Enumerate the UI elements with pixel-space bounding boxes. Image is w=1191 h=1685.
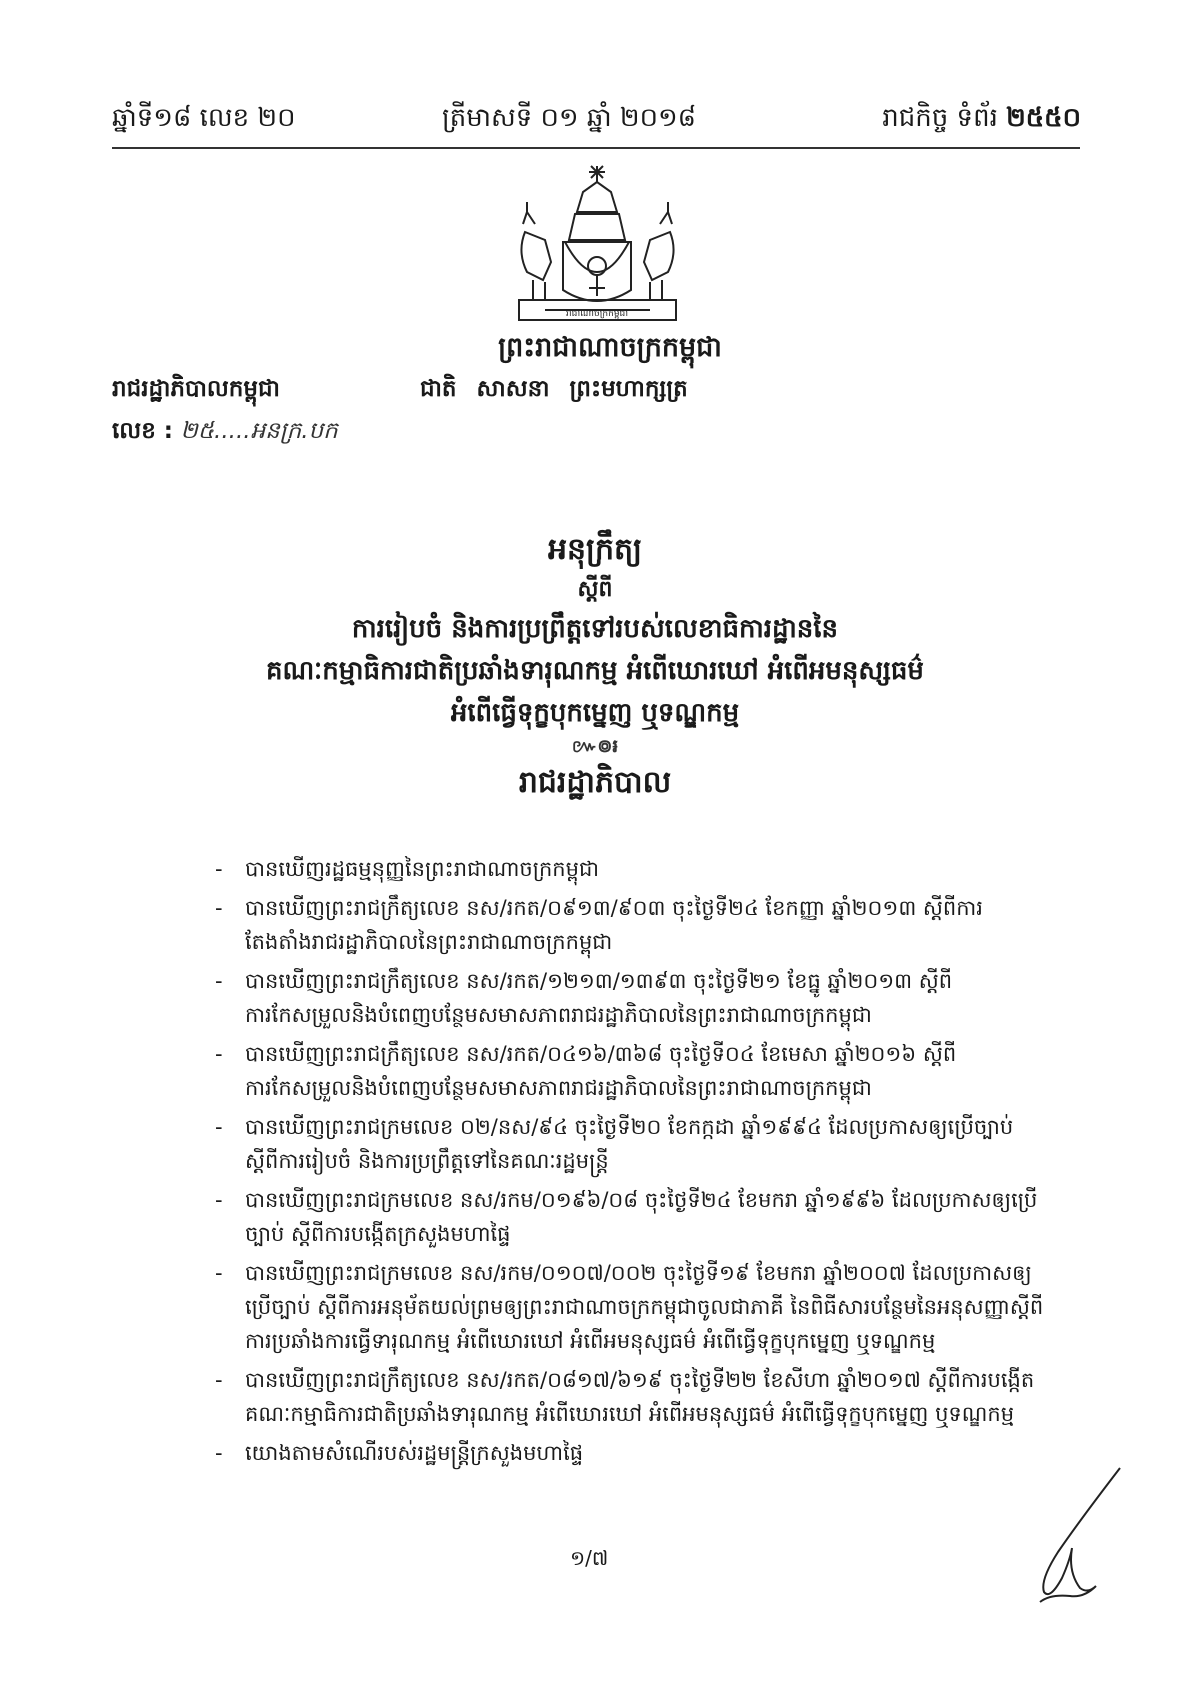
royal-coat-of-arms-icon [505, 162, 690, 327]
decree-title-block [150, 528, 1040, 806]
list-marker: - [215, 1042, 223, 1066]
header-divider [112, 147, 1080, 149]
list-item [215, 1037, 1045, 1105]
recital-text: បានឃើញព្រះរាជក្រមលេខ ០២/នស/៩៤ ចុះថ្ងៃទី២០ ខែកក្កដា ឆ្នាំ១៩៩៤ ដែលប្រកាសឲ្យប្រើច្បាប់ ស្តីពីការរៀបចំ និងការប្រព្រឹត្តទៅនៃគណៈរដ្ឋមន្ត្រី [245, 1115, 1014, 1173]
decree-title-line-2: គណៈកម្មាធិការជាតិប្រឆាំងទារុណកម្ម អំពើឃោរឃៅ អំពើអមនុស្សធម៌ [266, 656, 924, 686]
government-name: រាជរដ្ឋាភិបាលកម្ពុជា [112, 376, 280, 402]
list-marker: - [215, 1261, 223, 1285]
gazette-page-number: ២៥៥០ [1006, 103, 1081, 133]
list-item [215, 1256, 1045, 1358]
decree-issuer: រាជរដ្ឋាភិបាល [518, 765, 672, 800]
recital-text: បានឃើញព្រះរាជក្រមលេខ នស/រកម/០១៩៦/០៨ ចុះថ្ងៃទី២៤ ខែមករា ឆ្នាំ១៩៩៦ ដែលប្រកាសឲ្យប្រើច្បាប់ ស្តីពីការបង្កើតក្រសួងមហាផ្ទៃ [245, 1188, 1038, 1246]
recital-text: បានឃើញព្រះរាជក្រឹត្យលេខ នស/រកត/០៤១៦/៣៦៨ ចុះថ្ងៃទី០៤ ខែមេសា ឆ្នាំ២០១៦ ស្តីពីការកែសម្រួលនិងបំពេញបន្ថែមសមាសភាពរាជរដ្ឋាភិបាលនៃព្រះរាជាណាចក្រកម្ពុជា [245, 1042, 957, 1100]
recital-text: បានឃើញព្រះរាជក្រឹត្យលេខ នស/រកត/០៨១៧/៦១៩ ចុះថ្ងៃទី២២ ខែសីហា ឆ្នាំ២០១៧ ស្តីពីការបង្កើតគណៈកម្មាធិការជាតិប្រឆាំងទារុណកម្ម អំពើឃោរឃៅ អំពើអមនុស្សធម៌ អំពើធ្វើទុក្ខបុកម្នេញ ឬទណ្ឌកម្ម [245, 1368, 1035, 1426]
list-item [215, 1183, 1045, 1251]
list-marker: - [215, 896, 223, 920]
decree-about: ស្តីពី [577, 577, 613, 602]
list-marker: - [215, 969, 223, 993]
recital-list [215, 852, 1045, 1475]
decree-title-line-3: អំពើធ្វើទុក្ខបុកម្នេញ ឬទណ្ឌកម្ម [450, 698, 740, 728]
gazette-header [112, 96, 1081, 140]
decree-title-line-1: ការរៀបចំ និងការប្រព្រឹត្តទៅរបស់លេខាធិការដ្ឋាននៃ [351, 614, 839, 644]
emblem-banner: រាជាណាចក្រកម្ពុជា [565, 309, 629, 319]
title-ornament: ៚៙៛ [571, 736, 619, 757]
page-footer-number: ១/៧ [570, 1546, 609, 1570]
gazette-issue: ឆ្នាំទី១៨ លេខ ២០ [112, 103, 296, 133]
recital-text: យោងតាមសំណើរបស់រដ្ឋមន្ត្រីក្រសួងមហាផ្ទៃ [245, 1441, 584, 1465]
decree-number-value: ២៥.....អនក្រ.បក [180, 418, 338, 444]
gazette-page [882, 96, 1081, 140]
recital-text: បានឃើញព្រះរាជក្រឹត្យលេខ នស/រកត/១២១៣/១៣៩៣ ចុះថ្ងៃទី២១ ខែធ្នូ ឆ្នាំ២០១៣ ស្តីពីការកែសម្រួលនិងបំពេញបន្ថែមសមាសភាពរាជរដ្ឋាភិបាលនៃព្រះរាជាណាចក្រកម្ពុជា [245, 969, 953, 1027]
gazette-date: ត្រីមាសទី ០១ ឆ្នាំ ២០១៨ [442, 103, 697, 133]
list-item [215, 1436, 1045, 1470]
decree-number-label: លេខ : [112, 418, 174, 444]
recital-text: បានឃើញព្រះរាជក្រឹត្យលេខ នស/រកត/០៩១៣/៩០៣ ចុះថ្ងៃទី២៤ ខែកញ្ញា ឆ្នាំ២០១៣ ស្តីពីការតែងតាំងរាជរដ្ឋាភិបាលនៃព្រះរាជាណាចក្រកម្ពុជា [245, 896, 983, 954]
list-marker: - [215, 1441, 223, 1465]
list-item [215, 852, 1045, 886]
list-marker: - [215, 857, 223, 881]
list-marker: - [215, 1368, 223, 1392]
recital-text: បានឃើញព្រះរាជក្រមលេខ នស/រកម/០១០៧/០០២ ចុះថ្ងៃទី១៩ ខែមករា ឆ្នាំ២០០៧ ដែលប្រកាសឲ្យប្រើច្បាប់ ស្តីពីការអនុម័តយល់ព្រមឲ្យព្រះរាជាណាចក្រកម្ពុជាចូលជាភាគី នៃពិធីសារបន្ថែមនៃអនុសញ្ញាស្តីពីការប្រឆាំងការធ្វើទារុណកម្ម អំពើឃោរឃៅ អំពើអមនុស្សធម៌ អំពើធ្វើទុក្ខបុកម្នេញ ឬទណ្ឌកម្ម [245, 1261, 1044, 1353]
list-item [215, 1110, 1045, 1178]
kingdom-title: ព្រះរាជាណាចក្រកម្ពុជា [498, 332, 722, 363]
list-item [215, 1363, 1045, 1431]
list-marker: - [215, 1188, 223, 1212]
gazette-page-label: រាជកិច្ច ទំព័រ [882, 103, 998, 133]
list-item [215, 891, 1045, 959]
recital-text: បានឃើញរដ្ឋធម្មនុញ្ញនៃព្រះរាជាណាចក្រកម្ពុជា [245, 857, 599, 881]
handwritten-signature-icon [1010, 1460, 1130, 1610]
decree-type: អនុក្រឹត្យ [547, 532, 643, 567]
list-item [215, 964, 1045, 1032]
list-marker: - [215, 1115, 223, 1139]
national-motto: ជាតិ សាសនា ព្រះមហាក្សត្រ [420, 376, 688, 402]
decree-number [112, 412, 338, 450]
